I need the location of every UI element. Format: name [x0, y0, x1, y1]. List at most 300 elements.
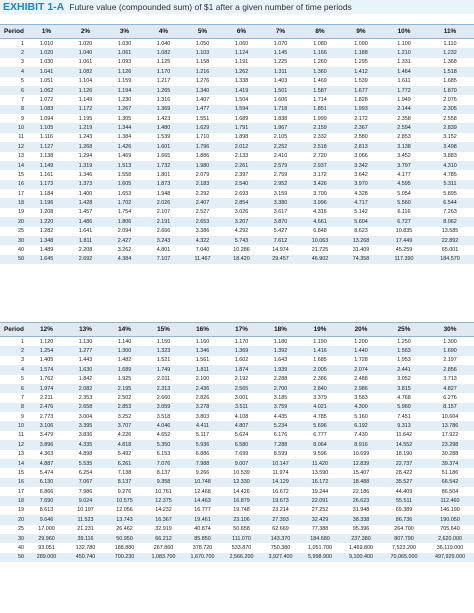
value-cell: 62.669: [272, 526, 289, 533]
value-cell: 3.617: [273, 209, 288, 216]
value-cell: 8.137: [156, 469, 171, 476]
value-cell: 1.423: [156, 115, 171, 122]
value-cell: 5.142: [354, 209, 368, 216]
value-cell: 1.200: [354, 338, 368, 345]
value-cell: 6.848: [313, 228, 327, 235]
value-cell: 1.828: [354, 96, 368, 103]
value-cell: 21.725: [311, 246, 329, 253]
value-cell: 1.685: [443, 78, 457, 85]
value-cell: 1.504: [234, 96, 249, 103]
value-cell: 1.282: [39, 228, 54, 235]
value-cell: 3.278: [195, 404, 210, 411]
exhibit-title: Future value (compounded sum) of $1 after a given number of time periods: [69, 2, 352, 12]
table-row: [0, 337, 474, 346]
value-cell: 3.004: [78, 413, 93, 420]
value-cell: 4.316: [313, 209, 327, 216]
value-cell: 22.091: [311, 498, 329, 505]
period-column-header: Period: [4, 28, 24, 35]
value-cell: 1.898: [234, 134, 249, 141]
table-row: [0, 133, 474, 142]
value-cell: 4.652: [156, 432, 171, 439]
value-cell: 1.416: [313, 348, 327, 355]
value-cell: 1.469: [117, 153, 132, 160]
period-cell: 8: [21, 404, 24, 411]
value-cell: 11.974: [272, 469, 289, 476]
value-cell: 1.094: [39, 115, 54, 122]
value-cell: 95.396: [352, 526, 370, 533]
table-row: [0, 245, 474, 254]
value-cell: 23.106: [233, 516, 250, 523]
period-cell: 17: [18, 190, 24, 197]
value-cell: 2.853: [397, 134, 411, 141]
value-cell: 3.707: [117, 423, 132, 430]
value-cell: 10.063: [311, 237, 329, 244]
value-cell: 3.185: [273, 394, 288, 401]
value-cell: 4.322: [195, 237, 210, 244]
value-cell: 4.801: [156, 246, 171, 253]
value-cell: 7.988: [195, 460, 210, 467]
table-row: [0, 236, 474, 245]
value-cell: 1.601: [156, 143, 171, 150]
value-cell: 1.606: [273, 96, 288, 103]
value-cell: 1.050: [195, 40, 210, 47]
value-cell: 1.561: [195, 357, 210, 364]
value-cell: 1.346: [195, 348, 210, 355]
value-cell: 1.551: [195, 115, 210, 122]
value-cell: 2.826: [195, 394, 210, 401]
value-cell: 264.700: [394, 526, 414, 533]
value-cell: 2.094: [117, 228, 132, 235]
value-cell: 1.948: [156, 190, 171, 197]
value-cell: 1.188: [354, 50, 368, 57]
value-cell: 190.050: [440, 516, 460, 523]
value-cell: 700.230: [114, 554, 135, 561]
value-cell: 2.558: [443, 115, 457, 122]
period-cell: 16: [18, 181, 24, 188]
period-cell: 1: [21, 338, 24, 345]
value-cell: 1.587: [313, 87, 327, 94]
value-cell: 2.183: [195, 181, 210, 188]
value-cell: 1.331: [397, 59, 411, 66]
value-cell: 16.172: [311, 479, 329, 486]
value-cell: 1.762: [39, 376, 54, 383]
value-cell: 3.172: [313, 171, 327, 178]
value-cell: 1.305: [117, 115, 132, 122]
value-cell: 2.082: [78, 385, 93, 392]
rate-column-header: 8%: [315, 28, 325, 35]
value-cell: 7.263: [443, 209, 457, 216]
value-cell: 19.673: [272, 498, 289, 505]
value-cell: 4.661: [313, 218, 327, 225]
table-row: [0, 77, 474, 86]
value-cell: 1.061: [117, 50, 132, 57]
value-cell: 2.159: [313, 125, 327, 132]
rate-column-header: 11%: [443, 28, 457, 35]
period-cell: 4: [21, 366, 24, 373]
value-cell: 188.880: [114, 544, 135, 551]
period-cell: 14: [18, 460, 24, 467]
value-cell: 50.658: [233, 526, 250, 533]
value-cell: 1.518: [443, 68, 457, 75]
period-cell: 10: [18, 125, 24, 132]
table-row: [0, 105, 474, 114]
value-cell: 2,566.200: [229, 554, 254, 561]
value-cell: 3.207: [234, 218, 249, 225]
value-cell: 1.082: [78, 68, 93, 75]
value-cell: 2.594: [397, 125, 411, 132]
value-cell: 16.777: [194, 507, 211, 514]
value-cell: 1.030: [39, 59, 54, 66]
value-cell: 4.021: [313, 404, 327, 411]
value-cell: 8.613: [39, 507, 54, 514]
period-cell: 16: [18, 479, 24, 486]
value-cell: 2.211: [39, 394, 54, 401]
value-cell: 2.840: [313, 385, 327, 392]
table-row: [0, 431, 474, 440]
value-cell: 1.216: [195, 68, 210, 75]
value-cell: 2.353: [78, 394, 93, 401]
table-row: [0, 421, 474, 430]
value-cell: 1.419: [234, 87, 249, 94]
value-cell: 3.700: [313, 190, 327, 197]
value-cell: 2.666: [156, 228, 171, 235]
value-cell: 7.986: [78, 488, 93, 495]
table-row: [0, 161, 474, 170]
value-cell: 1.480: [156, 125, 171, 132]
value-cell: 1.105: [39, 125, 54, 132]
value-cell: 16.672: [272, 488, 289, 495]
value-cell: 1.689: [234, 115, 249, 122]
value-cell: 1.558: [117, 171, 132, 178]
period-cell: 20: [18, 516, 24, 523]
value-cell: 5.117: [195, 432, 210, 439]
value-cell: 1.196: [39, 200, 54, 207]
value-cell: 31.948: [352, 507, 370, 514]
rate-column-header: 9%: [356, 28, 366, 35]
value-cell: 2.105: [273, 134, 288, 141]
value-cell: 1.184: [39, 190, 54, 197]
value-cell: 22.892: [441, 237, 459, 244]
value-cell: 1.886: [195, 153, 210, 160]
value-cell: 1.208: [39, 209, 54, 216]
value-cell: 10.761: [155, 488, 172, 495]
value-cell: 23.298: [441, 441, 459, 448]
value-cell: 35.527: [395, 479, 413, 486]
value-cell: 5.311: [443, 181, 457, 188]
value-cell: 1.728: [354, 357, 368, 364]
value-cell: 5.624: [234, 432, 249, 439]
value-cell: 1.874: [234, 366, 249, 373]
value-cell: 2.660: [156, 394, 171, 401]
value-cell: 1.103: [195, 50, 210, 57]
value-cell: 7.699: [234, 451, 249, 458]
value-cell: 2.410: [273, 153, 288, 160]
value-cell: 2.079: [195, 171, 210, 178]
value-cell: 750.380: [270, 544, 291, 551]
value-cell: 65.001: [441, 246, 459, 253]
value-cell: 3.262: [117, 246, 132, 253]
period-cell: 11: [18, 432, 24, 439]
value-cell: 6.777: [313, 432, 327, 439]
value-cell: 9.276: [117, 488, 132, 495]
table-row: [0, 170, 474, 179]
value-cell: 4.827: [443, 385, 457, 392]
value-cell: 1.677: [354, 87, 368, 94]
value-cell: 1.563: [397, 348, 411, 355]
table-row: [0, 553, 474, 562]
period-cell: 30: [18, 535, 24, 542]
value-cell: 14.426: [233, 488, 250, 495]
value-cell: 1.443: [78, 357, 93, 364]
value-cell: 1.665: [156, 153, 171, 160]
value-cell: 1.060: [234, 40, 249, 47]
value-cell: 5.350: [156, 441, 171, 448]
value-cell: 1.173: [39, 181, 54, 188]
value-cell: 1.311: [273, 68, 288, 75]
value-cell: 1.277: [78, 348, 93, 355]
table-row: [0, 487, 474, 496]
value-cell: 1.630: [78, 366, 93, 373]
value-cell: 13.786: [441, 423, 459, 430]
value-cell: 5,998.900: [308, 554, 332, 561]
value-cell: 8.623: [354, 228, 368, 235]
value-cell: 4.328: [354, 190, 368, 197]
value-cell: 5.696: [313, 423, 327, 430]
value-cell: 5.234: [273, 423, 288, 430]
value-cell: 69.389: [395, 507, 413, 514]
value-cell: 3.106: [39, 423, 54, 430]
value-cell: 6.727: [397, 218, 411, 225]
value-cell: 10.575: [116, 498, 133, 505]
table-row: [0, 403, 474, 412]
value-cell: 1.718: [273, 106, 288, 113]
value-cell: 1.373: [78, 181, 93, 188]
value-cell: 1.440: [354, 348, 368, 355]
value-cell: 1.539: [156, 134, 171, 141]
value-cell: 4.310: [443, 162, 457, 169]
value-cell: 6.276: [443, 394, 457, 401]
value-cell: 267.860: [153, 544, 174, 551]
value-cell: 1.653: [117, 190, 132, 197]
value-cell: 2.693: [234, 190, 249, 197]
exhibit-header: [0, 0, 474, 14]
value-cell: 10.699: [352, 451, 370, 458]
value-cell: 1.225: [273, 59, 288, 66]
value-cell: 11.420: [311, 460, 329, 467]
period-cell: 2: [21, 50, 24, 57]
value-cell: 45.259: [395, 246, 413, 253]
table-row: [0, 48, 474, 57]
value-cell: 3.026: [234, 209, 249, 216]
table-row: [0, 152, 474, 161]
value-cell: 1.170: [156, 68, 171, 75]
value-cell: 1.020: [39, 50, 54, 57]
value-cell: 2.252: [273, 143, 288, 150]
value-cell: 1.166: [313, 50, 327, 57]
value-cell: 4.717: [354, 200, 368, 207]
period-cell: 25: [18, 228, 24, 235]
value-cell: 1.974: [39, 385, 54, 392]
value-cell: 3.836: [78, 432, 93, 439]
rate-column-header: 18%: [274, 326, 287, 333]
value-cell: 55.511: [395, 498, 413, 505]
table-row: [0, 375, 474, 384]
value-cell: 10.835: [395, 228, 413, 235]
value-cell: 3.511: [234, 404, 249, 411]
value-cell: 2.397: [234, 171, 249, 178]
value-cell: 9.024: [78, 498, 93, 505]
rate-column-header: 10%: [397, 28, 411, 35]
value-cell: 1.158: [195, 59, 210, 66]
table-row: [0, 393, 474, 402]
value-cell: 6.261: [117, 460, 132, 467]
value-cell: 1.710: [195, 134, 210, 141]
value-cell: 1.040: [78, 50, 93, 57]
value-cell: 1.689: [117, 366, 132, 373]
value-cell: 2.076: [443, 96, 457, 103]
rate-column-header: 15%: [157, 326, 170, 333]
value-cell: 12.375: [155, 498, 172, 505]
value-cell: 1.149: [78, 96, 93, 103]
value-cell: 2.759: [273, 171, 288, 178]
value-cell: 16.879: [233, 498, 250, 505]
value-cell: 5.535: [78, 460, 93, 467]
value-cell: 1.190: [313, 338, 327, 345]
value-cell: 450.740: [75, 554, 96, 561]
value-cell: 4.363: [39, 451, 54, 458]
value-cell: 1.999: [313, 115, 327, 122]
value-cell: 7.076: [156, 460, 171, 467]
value-cell: 9.007: [234, 460, 249, 467]
table-row: [0, 459, 474, 468]
value-cell: 2.261: [234, 162, 249, 169]
value-cell: 1.426: [117, 143, 132, 150]
value-cell: 12.468: [194, 488, 211, 495]
value-cell: 1,670.700: [190, 554, 215, 561]
value-cell: 1.501: [273, 87, 288, 94]
value-cell: 6.580: [234, 441, 249, 448]
value-cell: 1.172: [78, 106, 93, 113]
value-cell: 10.286: [233, 246, 250, 253]
value-cell: 7.690: [39, 498, 54, 505]
value-cell: 1.126: [78, 87, 93, 94]
value-cell: 1.194: [117, 87, 132, 94]
value-cell: 18.420: [233, 256, 250, 263]
value-cell: 2.407: [195, 200, 210, 207]
value-cell: 1.796: [195, 143, 210, 150]
rate-column-header: 19%: [313, 326, 327, 333]
value-cell: 18.488: [352, 479, 370, 486]
value-cell: 1.150: [156, 338, 171, 345]
value-cell: 1.348: [39, 237, 54, 244]
period-cell: 6: [21, 87, 24, 94]
value-cell: 66.542: [441, 479, 459, 486]
rate-column-header: 4%: [158, 28, 169, 35]
value-cell: 2.579: [273, 162, 288, 169]
table-row: [0, 255, 474, 264]
value-cell: 1.210: [397, 50, 411, 57]
value-cell: 1.645: [39, 256, 54, 263]
value-cell: 44.409: [395, 488, 413, 495]
value-cell: 86.736: [395, 516, 413, 523]
value-cell: 1.083: [39, 106, 54, 113]
value-cell: 15.407: [352, 469, 370, 476]
table-row: [0, 468, 474, 477]
value-cell: 1.993: [354, 106, 368, 113]
value-cell: 1.220: [39, 218, 54, 225]
value-cell: 46.902: [311, 256, 329, 263]
value-cell: 5.560: [397, 200, 411, 207]
value-cell: 2.813: [354, 143, 368, 150]
value-cell: 7,523.200: [392, 544, 416, 551]
value-cell: 4.785: [443, 171, 457, 178]
value-cell: 1.690: [443, 348, 457, 355]
value-cell: 1.110: [443, 40, 457, 47]
value-cell: 1.254: [39, 348, 54, 355]
value-cell: 1.412: [354, 68, 368, 75]
table-row: [0, 86, 474, 95]
value-cell: 9,100.400: [349, 554, 373, 561]
value-cell: 1.120: [39, 338, 54, 345]
value-cell: 3.426: [313, 181, 327, 188]
value-cell: 1.392: [273, 348, 288, 355]
value-cell: 1.159: [117, 78, 132, 85]
value-cell: 2.502: [117, 394, 132, 401]
rate-column-header: 13%: [79, 326, 92, 333]
value-cell: 12.330: [233, 479, 250, 486]
value-cell: 2.773: [39, 413, 54, 420]
value-cell: 26.462: [116, 526, 133, 533]
value-cell: 7.040: [195, 246, 210, 253]
value-cell: 1.149: [39, 162, 54, 169]
value-cell: 1.140: [117, 338, 132, 345]
value-cell: 2.937: [313, 162, 327, 169]
value-cell: 2.367: [354, 125, 368, 132]
value-cell: 1.842: [78, 376, 93, 383]
rate-column-header: 5%: [197, 28, 208, 35]
value-cell: 19.461: [194, 516, 211, 523]
value-cell: 1.262: [234, 68, 249, 75]
value-cell: 1.138: [39, 153, 54, 160]
value-cell: 1.126: [117, 68, 132, 75]
value-cell: 4.300: [354, 404, 368, 411]
value-cell: 3.815: [397, 385, 411, 392]
value-cell: 1.489: [39, 246, 54, 253]
value-cell: 1.702: [117, 200, 132, 207]
table-row: [0, 123, 474, 132]
value-cell: 3.870: [273, 218, 288, 225]
value-cell: 11.642: [395, 432, 413, 439]
value-cell: 1.732: [156, 162, 171, 169]
value-cell: 2.386: [313, 376, 327, 383]
value-cell: 1.323: [156, 348, 171, 355]
value-cell: 3.642: [354, 171, 368, 178]
value-cell: 7.612: [273, 237, 288, 244]
value-cell: 1.949: [397, 96, 411, 103]
value-cell: 1.772: [397, 87, 411, 94]
value-cell: 50.950: [116, 535, 133, 542]
period-cell: 1: [21, 40, 24, 47]
table-row: [0, 543, 474, 552]
value-cell: 6.886: [195, 451, 210, 458]
table-row: [0, 198, 474, 207]
value-cell: 3.896: [39, 441, 54, 448]
value-cell: 6.153: [156, 451, 171, 458]
value-cell: 1.217: [156, 78, 171, 85]
value-cell: 1.611: [397, 78, 411, 85]
value-cell: 2.191: [156, 218, 171, 225]
value-cell: 40.874: [194, 526, 211, 533]
